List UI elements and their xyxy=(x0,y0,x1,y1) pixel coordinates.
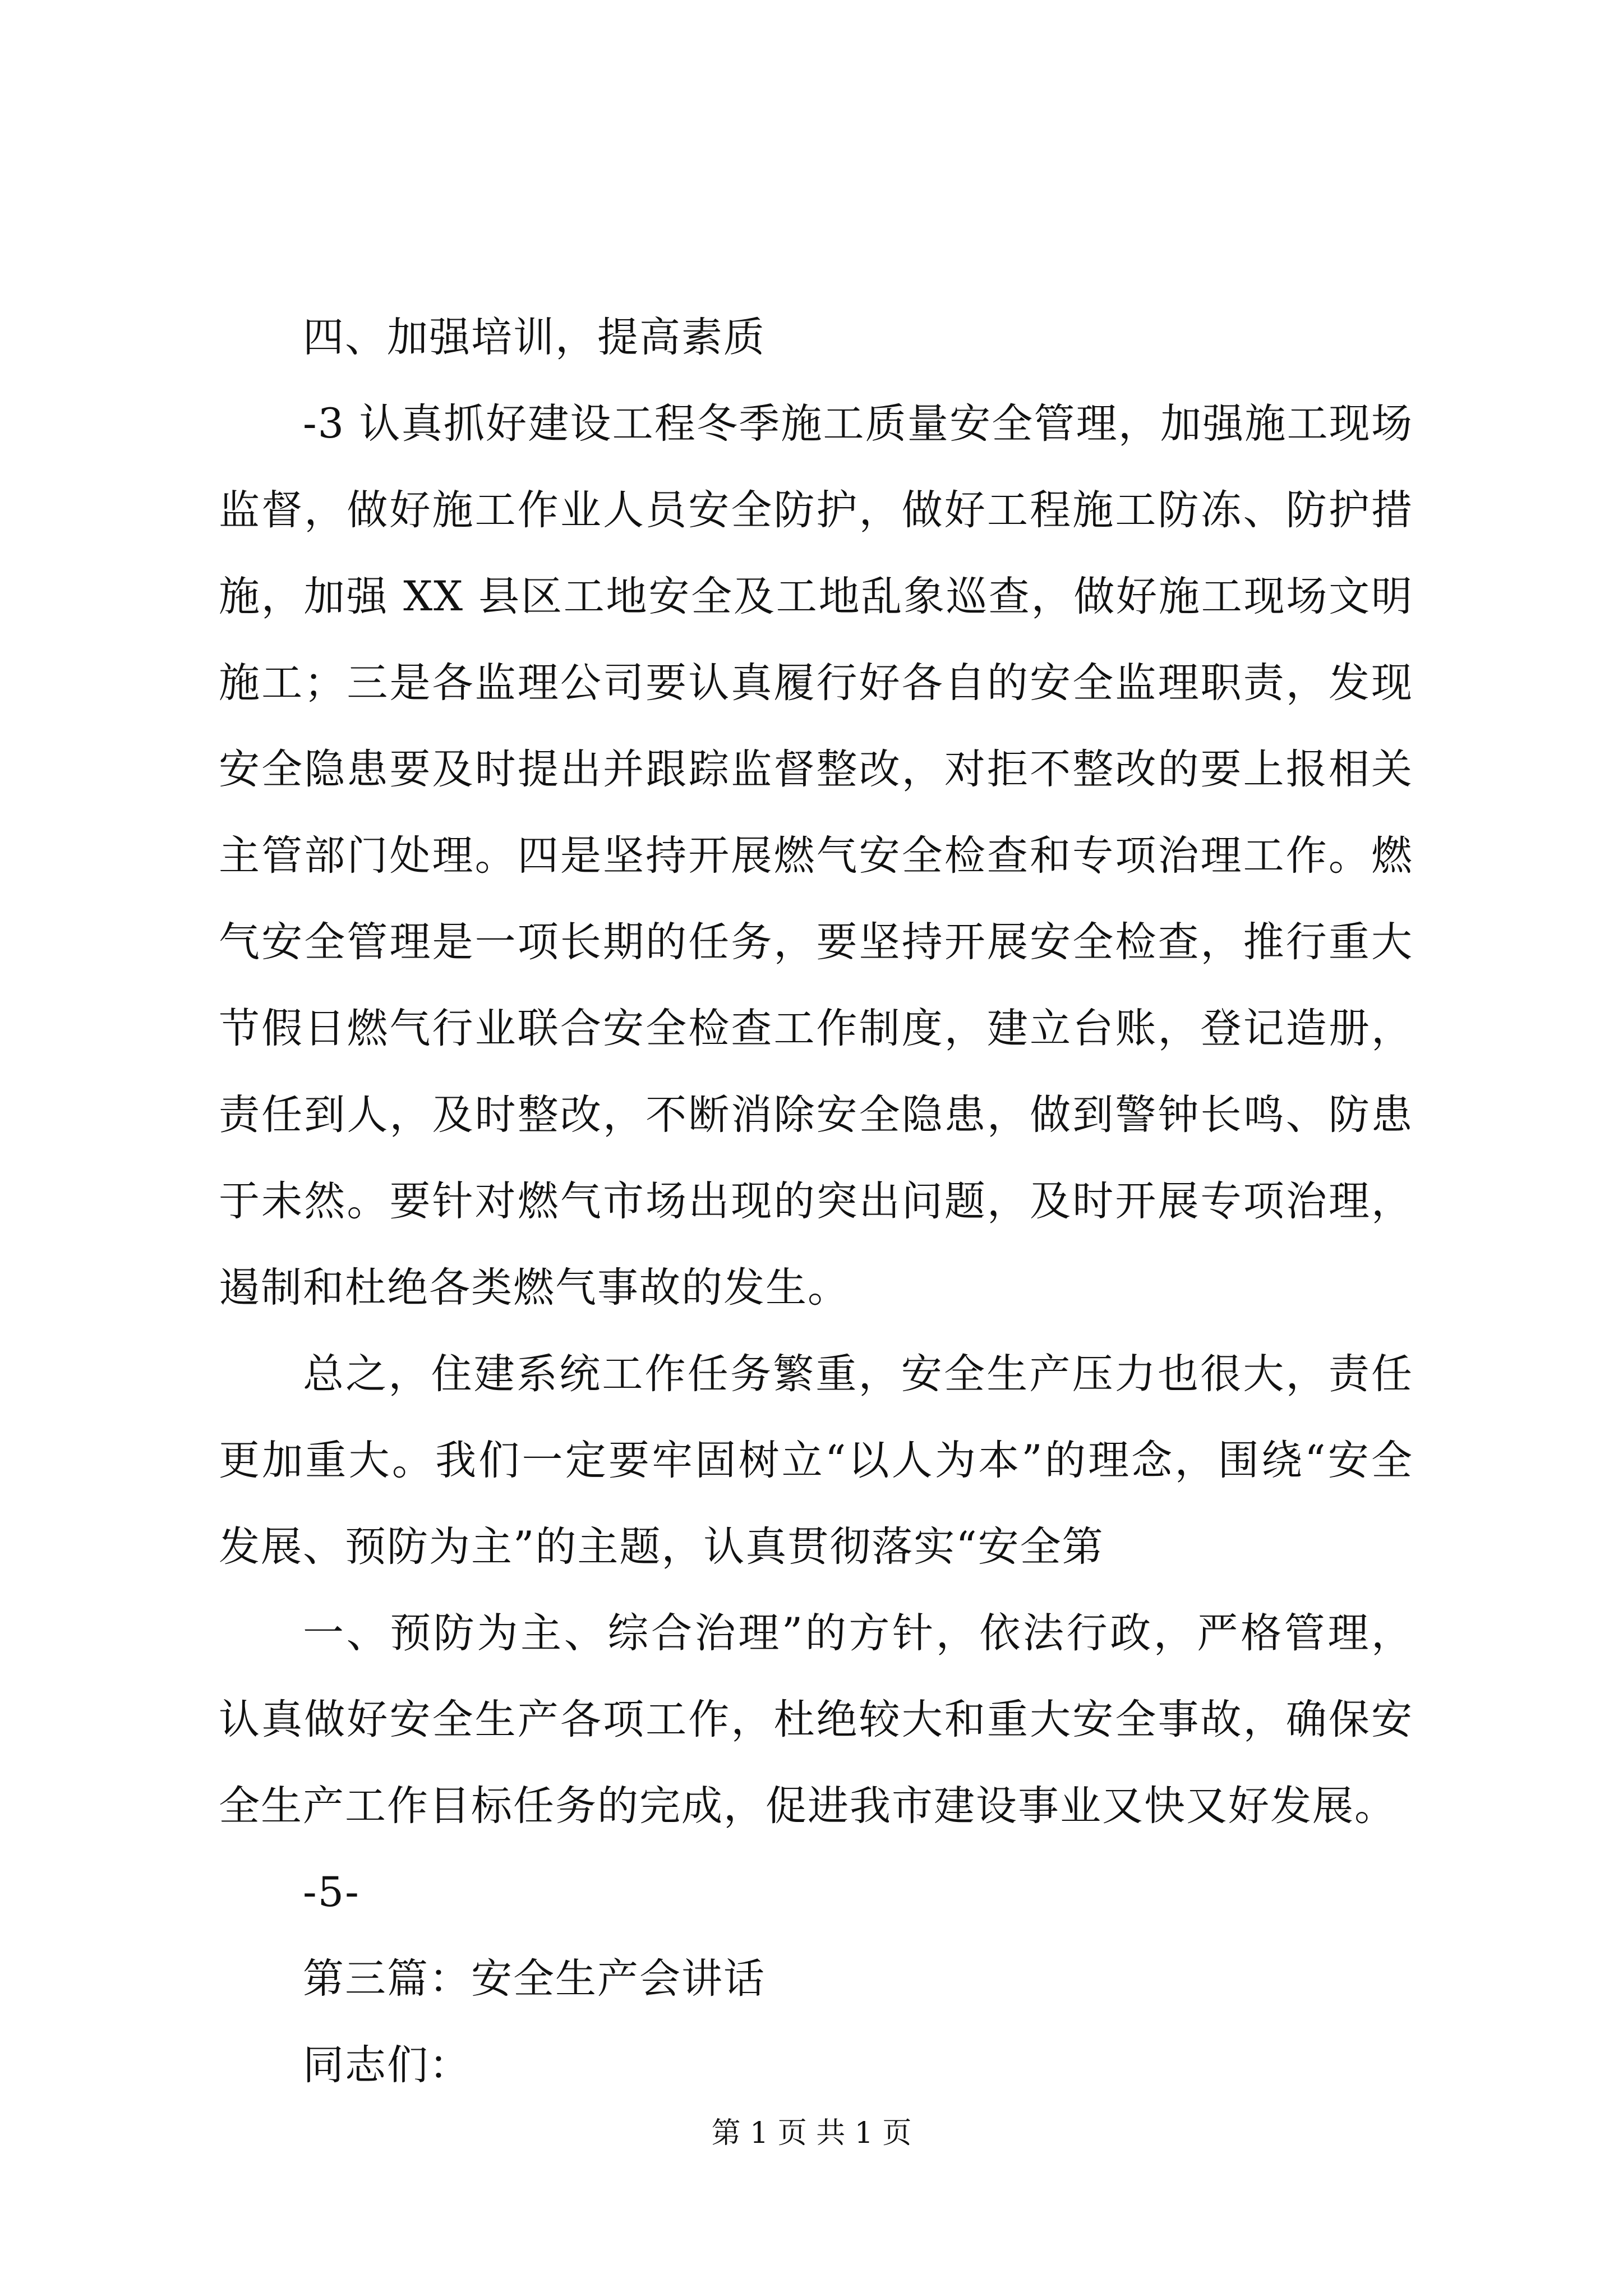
document-body xyxy=(219,295,1413,2109)
body-paragraph: 总之，住建系统工作任务繁重，安全生产压力也很大，责任更加重大。我们一定要牢固树立“以人为本”的理念，围绕“安全发展、预防为主”的主题，认真贯彻落实“安全第 xyxy=(219,1350,1413,1571)
chapter-title: 第三篇：安全生产会讲话 xyxy=(303,1955,766,2003)
body-paragraph: -3 认真抓好建设工程冬季施工质量安全管理，加强施工现场监督，做好施工作业人员安全防护，做好工程施工防冻、防护措施，加强 XX 县区工地安全及工地乱象巡查，做好施工现场文明施工；三是各监理公司要认真履行好各自的安全监理职责，发现安全隐患要及时提出并跟踪监督整改，对拒不整改的要上报相关主管部门处理。四是坚持开展燃气安全检查和专项治理工作。燃气安全管理是一项长期的任务，要坚持开展安全检查，推行重大节假日燃气行业联合安全检查工作制度，建立台账，登记造册，责任到人，及时整改，不断消除安全隐患，做到警钟长鸣、防患于未然。要针对燃气市场出现的突出问题，及时开展专项治理，遏制和杜绝各类燃气事故的发生。 xyxy=(219,400,1413,1312)
section-heading: 四、加强培训，提高素质 xyxy=(303,314,766,361)
salutation: 同志们： xyxy=(303,2041,471,2089)
body-paragraph: 一、预防为主、综合治理”的方针，依法行政，严格管理，认真做好安全生产各项工作，杜绝较大和重大安全事故，确保安全生产工作目标任务的完成，促进我市建设事业又快又好发展。 xyxy=(219,1609,1413,1830)
page-footer: 第 1 页 共 1 页 xyxy=(711,2116,912,2150)
page-marker: -5- xyxy=(303,1869,360,1916)
